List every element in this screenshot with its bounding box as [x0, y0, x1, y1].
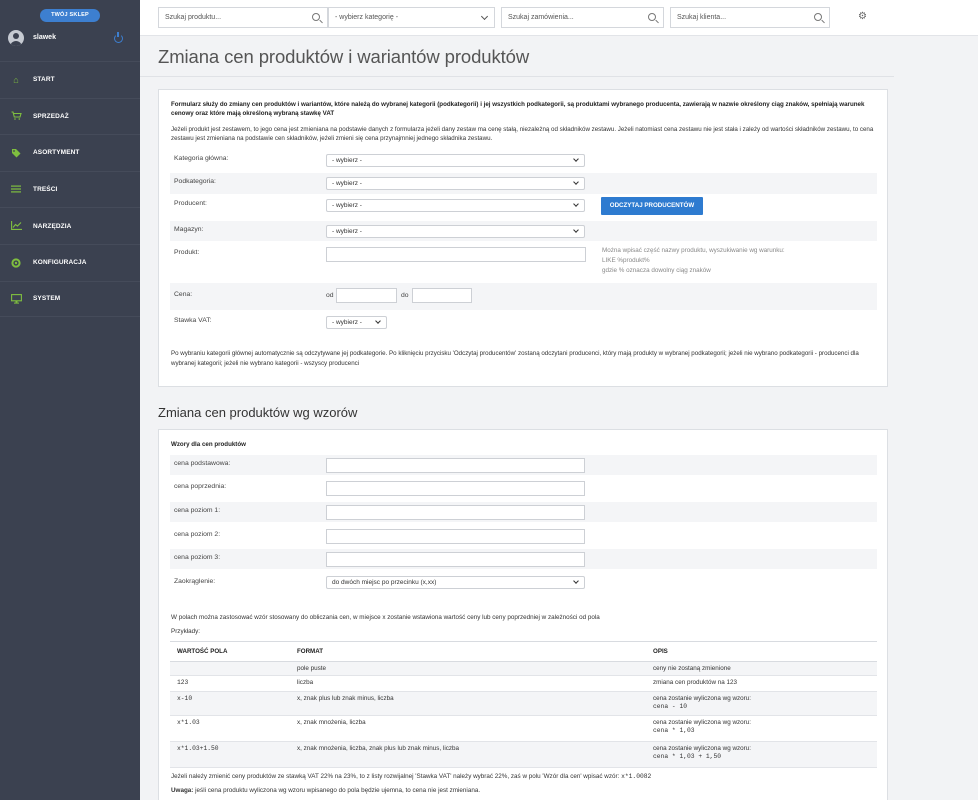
sidebar-item-system[interactable] — [0, 281, 140, 318]
sidebar-item-configuration[interactable] — [0, 244, 140, 281]
pattern-row-level-2: cena poziom 2: — [170, 526, 877, 546]
avatar[interactable] — [8, 30, 24, 46]
sidebar-item-sales[interactable] — [0, 98, 140, 135]
chevron-down-icon — [481, 13, 488, 20]
sidebar-item-label: SPRZEDAŻ — [33, 112, 69, 120]
search-icon[interactable] — [312, 13, 320, 21]
cart-icon — [10, 111, 22, 121]
chevron-down-icon — [573, 156, 579, 162]
sidebar-item-label: TREŚCI — [33, 186, 58, 194]
price-to-input[interactable] — [412, 288, 472, 303]
sidebar-item-start[interactable] — [0, 61, 140, 98]
settings-gear-icon[interactable]: ⚙ — [858, 11, 867, 22]
level-3-price-pattern-input[interactable] — [326, 552, 585, 567]
page-title: Zmiana cen produktów i wariantów produktów — [158, 46, 530, 67]
user-panel — [0, 28, 140, 52]
vat-change-note: Jeżeli należy zmienić ceny produktów ze stawką VAT 22% na 23%, to z listy rozwijalnej 'Stawka VAT' należy wybrać 22%, zaś w polu 'Wzór dla cen' wpisać wzór: x*1.0082 — [171, 773, 652, 780]
sidebar-item-label: KONFIGURACJA — [33, 259, 87, 267]
product-name-input[interactable] — [326, 247, 586, 262]
list-icon — [10, 185, 22, 195]
rounding-row: Zaokrąglenie: do dwóch miejsc po przecinku (x,xx) — [170, 573, 877, 593]
category-main-select[interactable]: - wybierz - — [326, 154, 585, 167]
subcategory-select[interactable]: - wybierz - — [326, 177, 585, 190]
sidebar-item-label: START — [33, 76, 55, 84]
base-price-pattern-input[interactable] — [326, 458, 585, 473]
top-bar — [140, 0, 978, 36]
form-intro-bold: Formularz służy do zmiany cen produktów i wariantów, które należą do wybranej kategorii (podkategorii) i jej wszystkich podkategorii, są produktami wybranego producenta, zawierają w nazwie określony ciąg znaków, spełniają warunek cenowy oraz które mają określoną wybraną stawkę VAT — [171, 101, 865, 117]
previous-price-pattern-input[interactable] — [326, 481, 585, 496]
category-row: Kategoria główna: - wybierz - — [170, 151, 877, 170]
warning-note: Uwaga: jeśli cena produktu wyliczona wg wzoru wpisanego do pola będzie ujemna, to cena nie jest zmieniana. — [171, 787, 481, 794]
price-row: Cena: od do — [170, 283, 877, 310]
examples-table — [170, 641, 877, 768]
pattern-row-previous-price: cena poprzednia: — [170, 478, 877, 498]
divider — [140, 76, 894, 77]
form-intro-text: Jeżeli produkt jest zestawem, to jego cena jest zmieniana na podstawie danych z formularza jeżeli dany zestaw ma cenę stałą, niezależną od składników zestawu. Jeżeli natomiast cena zestawu nie jest stała i zależy od wartości składników zestawu, to cena zestawu jest zmieniana na podstawie cen składników, jeżeli zmieni się cena przynajmniej jednego składnika zestawu. — [171, 126, 874, 142]
sidebar-item-assortment[interactable] — [0, 134, 140, 171]
your-shop-button[interactable]: TWÓJ SKLEP — [40, 9, 100, 22]
level-1-price-pattern-input[interactable] — [326, 505, 585, 520]
sidebar-item-tools[interactable] — [0, 207, 140, 244]
pattern-row-base-price: cena podstawowa: — [170, 455, 877, 475]
patterns-panel — [158, 429, 888, 800]
home-icon: ⌂ — [13, 74, 19, 85]
table-row: x-10 x, znak plus lub znak minus, liczba cena zostanie wyliczona wg wzoru: cena - 10 — [170, 692, 877, 716]
chevron-down-icon — [573, 578, 579, 584]
pattern-row-level-3: cena poziom 3: — [170, 549, 877, 569]
patterns-note: W polach można zastosować wzór stosowany do obliczania cen, w miejsce x zostanie wstawiona wartość ceny lub ceny poprzedniej w zależności od pola — [171, 614, 600, 621]
examples-label: Przykłady: — [171, 628, 201, 635]
table-row: 123 liczba zmiana cen produktów na 123 — [170, 676, 877, 692]
section-heading: Zmiana cen produktów wg wzorów — [158, 405, 358, 420]
product-hint: Można wpisać część nazwy produktu, wyszukiwanie wg warunku: LIKE %produkt% gdzie % oznacza dowolny ciąg znaków — [602, 247, 785, 274]
monitor-icon — [10, 294, 22, 304]
logout-icon[interactable] — [114, 34, 123, 43]
price-from-input[interactable] — [336, 288, 397, 303]
sidebar — [0, 0, 140, 800]
table-header-row: WARTOŚĆ POLA FORMAT OPIS — [170, 642, 877, 662]
tag-icon — [10, 148, 22, 158]
chevron-down-icon — [573, 201, 579, 207]
filter-form-panel — [158, 89, 888, 387]
patterns-subheading: Wzory dla cen produktów — [171, 441, 246, 448]
chart-icon — [10, 221, 22, 231]
vat-select[interactable]: - wybierz - — [326, 316, 387, 329]
warehouse-select[interactable]: - wybierz - — [326, 225, 585, 238]
chevron-down-icon — [375, 318, 381, 324]
table-row: x*1.03 x, znak mnożenia, liczba cena zostanie wyliczona wg wzoru: cena * 1,03 — [170, 716, 877, 742]
pattern-row-level-1: cena poziom 1: — [170, 502, 877, 522]
rounding-select[interactable]: do dwóch miejsc po przecinku (x,xx) — [326, 576, 585, 589]
search-icon[interactable] — [648, 13, 656, 21]
chevron-down-icon — [573, 179, 579, 185]
order-search-input[interactable]: Szukaj zamówienia... — [501, 7, 664, 28]
level-2-price-pattern-input[interactable] — [326, 529, 585, 544]
read-producers-button[interactable]: ODCZYTAJ PRODUCENTÓW — [601, 197, 703, 215]
producer-select[interactable]: - wybierz - — [326, 199, 585, 212]
product-row: Produkt: — [170, 244, 877, 280]
form-bottom-note: Po wybraniu kategorii głównej automatycznie są odczytywane jej podkategorie. Po kliknięciu przycisku 'Odczytaj producentów' zostaną odczytani producenci, który mają produkty w wybranej podkategorii; jeżeli nie wybrano podkategorii - producenci dla wybranej kategorii; jeżeli nie wybrano kategorii - wszyscy producenci — [171, 350, 859, 367]
sidebar-item-label: NARZĘDZIA — [33, 222, 72, 230]
sidebar-item-content[interactable] — [0, 171, 140, 208]
table-row: pole puste ceny nie zostaną zmienione — [170, 662, 877, 676]
product-search-input[interactable]: Szukaj produktu... — [158, 7, 328, 28]
vat-row: Stawka VAT: - wybierz - — [170, 312, 877, 334]
search-icon[interactable] — [814, 13, 822, 21]
user-name[interactable]: slawek — [33, 34, 56, 41]
producer-row: Producent: - wybierz - — [170, 196, 877, 218]
sidebar-item-label: SYSTEM — [33, 295, 61, 303]
chevron-down-icon — [573, 227, 579, 233]
subcategory-row: Podkategoria: - wybierz - — [170, 173, 877, 194]
client-search-input[interactable]: Szukaj klienta... — [670, 7, 830, 28]
gear-icon — [10, 258, 22, 268]
sidebar-item-label: ASORTYMENT — [33, 149, 80, 157]
warehouse-row: Magazyn: - wybierz - — [170, 221, 877, 241]
table-row: x*1.03+1.50 x, znak mnożenia, liczba, znak plus lub znak minus, liczba cena zostanie wyliczona wg wzoru: cena * 1,03 + 1,50 — [170, 742, 877, 768]
sidebar-nav — [0, 61, 140, 317]
category-select[interactable]: - wybierz kategorię - — [328, 7, 495, 28]
